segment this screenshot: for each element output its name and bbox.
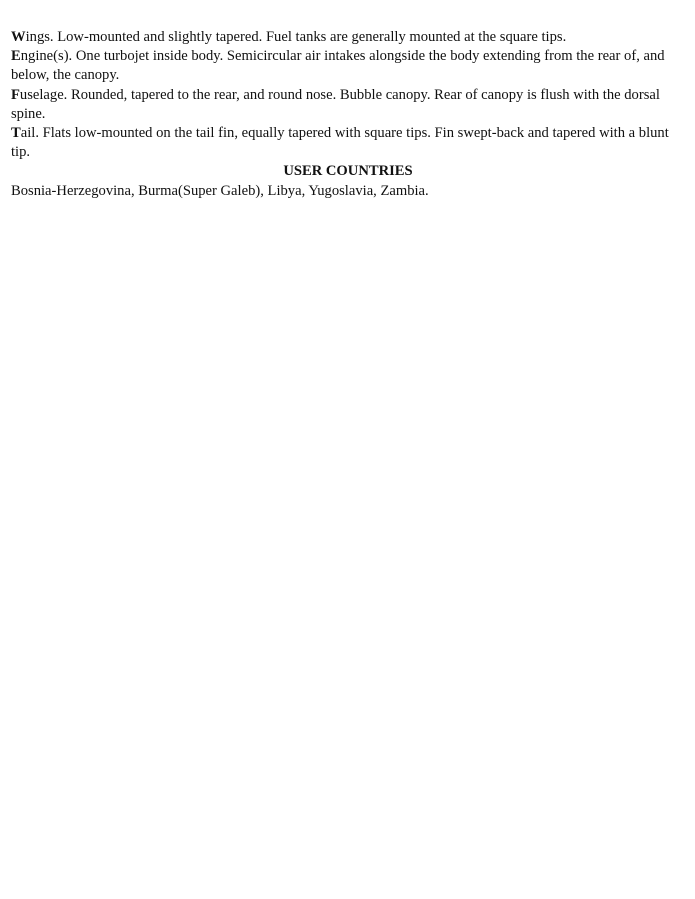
- feature-initial: E: [11, 48, 21, 65]
- feature-text: ngine(s). One turbojet inside body. Semicircular air intakes alongside the body extending from the rear of, and below, the canopy.: [11, 48, 665, 84]
- feature-text: ail. Flats low-mounted on the tail fin, equally tapered with square tips. Fin swept-back and tapered with a blunt tip.: [11, 125, 669, 161]
- feature-engine: [11, 47, 685, 85]
- feature-initial: T: [11, 125, 21, 142]
- user-countries-list: Bosnia-Herzegovina, Burma(Super Galeb), Libya, Yugoslavia, Zambia.: [11, 182, 429, 199]
- feature-initial: W: [11, 29, 26, 45]
- feature-tail: [11, 124, 685, 162]
- feature-text: ings. Low-mounted and slightly tapered. Fuel tanks are generally mounted at the square tips.: [25, 29, 567, 45]
- document-page: [11, 28, 685, 201]
- feature-initial: F: [11, 86, 20, 103]
- feature-wings: [11, 28, 685, 47]
- feature-text: uselage. Rounded, tapered to the rear, and round nose. Bubble canopy. Rear of canopy is flush with the dorsal spine.: [11, 86, 660, 122]
- feature-fuselage: [11, 86, 685, 124]
- user-countries-heading: USER COUNTRIES: [283, 163, 413, 180]
